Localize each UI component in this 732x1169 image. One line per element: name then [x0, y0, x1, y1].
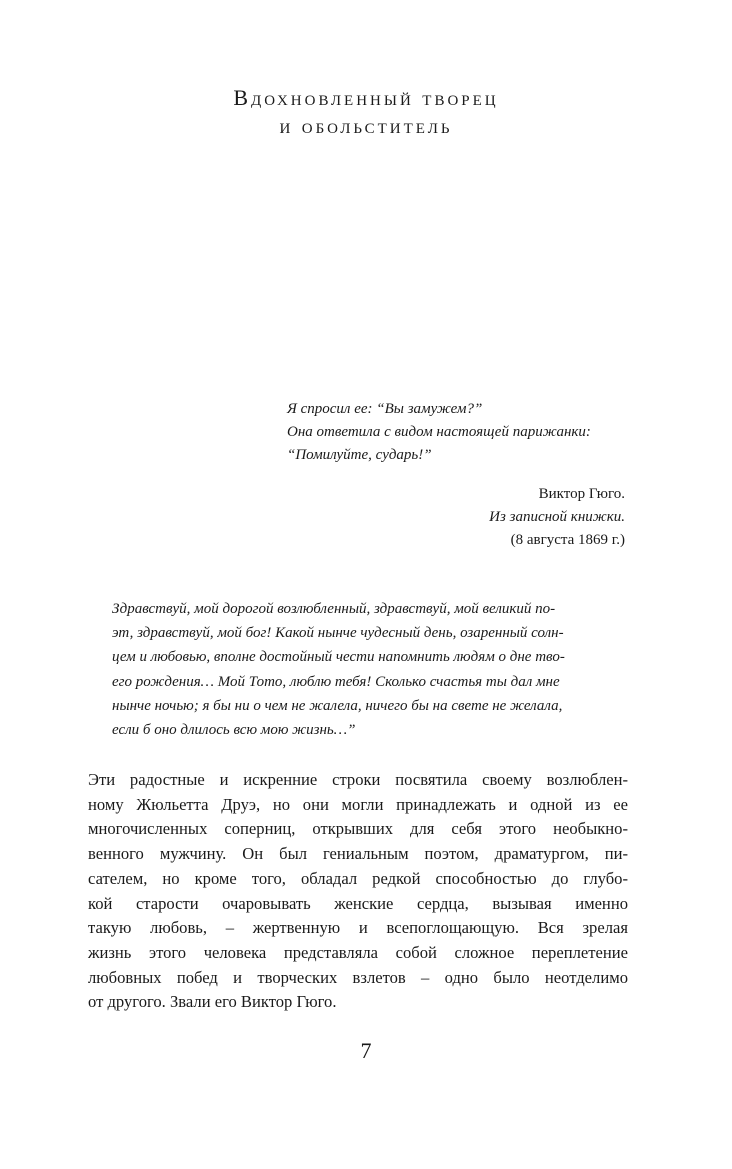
epigraph-author: Виктор Гюго. [538, 486, 625, 502]
paragraph-line: от другого. Звали его Виктор Гюго. [88, 992, 337, 1012]
page-number: 7 [360, 1038, 372, 1063]
paragraph-line: ному Жюльетта Друэ, но они могли принадлежать и одной из ее [88, 794, 628, 814]
paragraph-line: такую любовь, – жертвенную и всепоглощающую. Вся зрелая [88, 918, 628, 938]
letter-line: Здравствуй, мой дорогой возлюбленный, здравствуй, мой великий по- [112, 601, 556, 617]
body-paragraph [88, 768, 628, 1015]
chapter-title-line-2: и обольститель [279, 113, 453, 138]
epigraph-source: Из записной книжки. [489, 509, 625, 525]
paragraph-line: венного мужчину. Он был гениальным поэтом, драматургом, пи- [88, 844, 628, 864]
epigraph [287, 398, 627, 552]
letter-quote [112, 597, 628, 742]
epigraph-line: Она ответила с видом настоящей парижанки: [287, 424, 591, 440]
chapter-title [0, 84, 732, 140]
letter-line: его рождения… Мой Тото, люблю тебя! Сколько счастья ты дал мне [112, 673, 560, 690]
letter-line: если б оно длилось всю мою жизнь…” [112, 722, 356, 739]
paragraph-line: сателем, но кроме того, обладал редкой способностью до глубо- [88, 868, 628, 888]
paragraph-line: Эти радостные и искренние строки посвятила своему возлюблен- [88, 770, 628, 789]
paragraph-line: жизнь этого человека представляла собой сложное переплетение [88, 942, 628, 962]
epigraph-line: “Помилуйте, сударь!” [287, 447, 432, 463]
paragraph-line: кой старости очаровывать женские сердца, вызывая именно [88, 893, 628, 913]
paragraph-line: любовных побед и творческих взлетов – одно было неотделимо [88, 967, 628, 987]
epigraph-date: (8 августа 1869 г.) [510, 532, 625, 548]
letter-line: эт, здравствуй, мой бог! Какой нынче чудесный день, озаренный солн- [112, 625, 564, 642]
chapter-title-line-1: Вдохновленный творец [233, 85, 499, 110]
letter-line: цем и любовью, вполне достойный чести напомнить людям о дне тво- [112, 649, 565, 666]
letter-line: нынче ночью; я бы ни о чем не жалела, ничего бы на свете не желала, [112, 697, 563, 714]
epigraph-line: Я спросил ее: “Вы замужем?” [287, 401, 483, 417]
paragraph-line: многочисленных соперниц, открывших для себя этого необыкно- [88, 819, 628, 839]
epigraph-attribution [287, 483, 627, 552]
